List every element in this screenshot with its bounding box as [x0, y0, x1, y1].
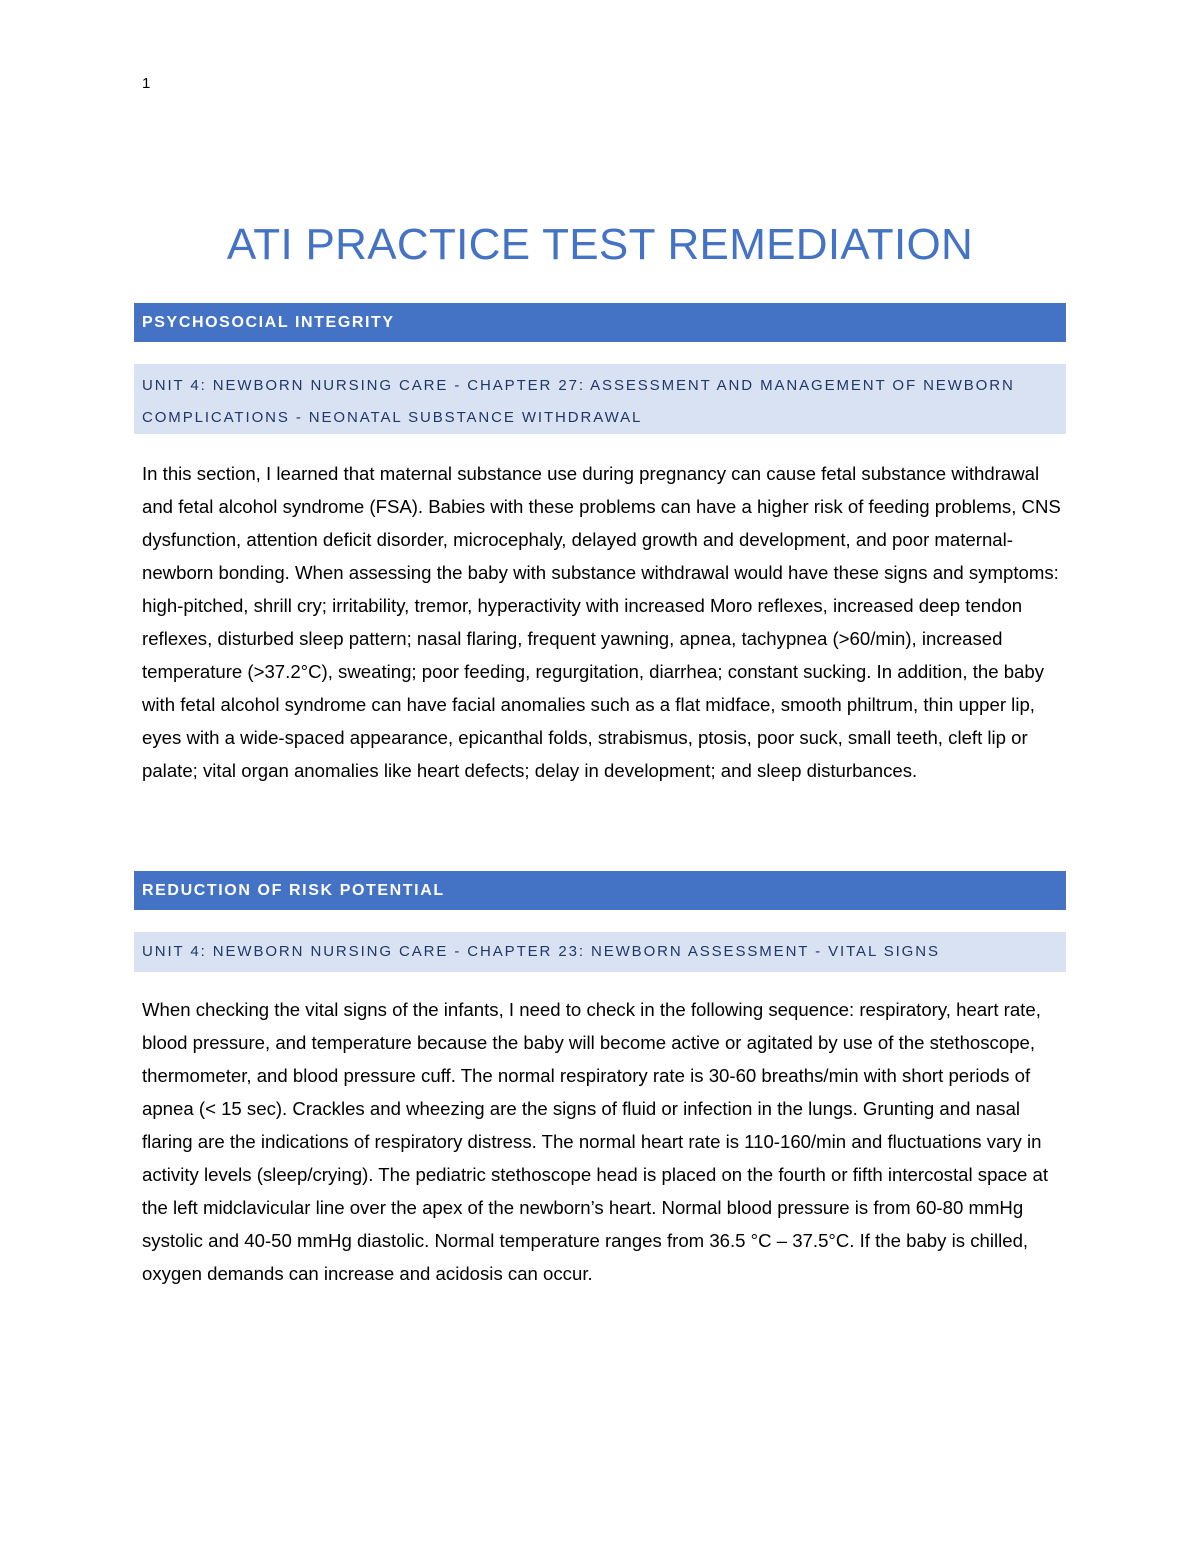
section-body-newborn-vital-signs: When checking the vital signs of the infants, I need to check in the following sequence: respiratory, heart rate, blood pressure, and temperature because the baby will become active or agitated by use of the stethoscope, thermometer, and blood pressure cuff. The normal respiratory rate is 30-60 breaths/min with short periods of apnea (< 15 sec). Crackles and wheezing are the signs of fluid or infection in the lungs. Grunting and nasal flaring are the indications of respiratory distress. The normal heart rate is 110-160/min and fluctuations vary in activity levels (sleep/crying). The pediatric stethoscope head is placed on the fourth or fifth intercostal space at the left midclavicular line over the apex of the newborn’s heart. Normal blood pressure is from 60-80 mmHg systolic and 40-50 mmHg diastolic. Normal temperature ranges from 36.5 °C – 37.5°C. If the baby is chilled, oxygen demands can increase and acidosis can occur. [142, 999, 1049, 1284]
section-body-neonatal-substance-withdrawal: In this section, I learned that maternal substance use during pregnancy can cause fetal substance withdrawal and fetal alcohol syndrome (FSA). Babies with these problems can have a higher risk of feeding problems, CNS dysfunction, attention deficit disorder, microcephaly, delayed growth and development, and poor maternal-newborn bonding. When assessing the baby with substance withdrawal would have these signs and symptoms: high-pitched, shrill cry; irritability, tremor, hyperactivity with increased Moro reflexes, increased deep tendon reflexes, disturbed sleep pattern; nasal flaring, frequent yawning, apnea, tachypnea (>60/min), increased temperature (>37.2°C), sweating; poor feeding, regurgitation, diarrhea; constant sucking. In addition, the baby with fetal alcohol syndrome can have facial anomalies such as a flat midface, smooth philtrum, thin upper lip, eyes with a wide-spaced appearance, epicanthal folds, strabismus, ptosis, poor suck, small teeth, cleft lip or palate; vital organ anomalies like heart defects; delay in development; and sleep disturbances. [142, 463, 1061, 781]
section-heading-psychosocial-integrity: PSYCHOSOCIAL INTEGRITY [134, 303, 1066, 342]
document-title: ATI PRACTICE TEST REMEDIATION [226, 220, 974, 269]
section-subheading-neonatal-substance-withdrawal: UNIT 4: NEWBORN NURSING CARE - CHAPTER 27: ASSESSMENT AND MANAGEMENT OF NEWBORN COMPLICATIONS - NEONATAL SUBSTANCE WITHDRAWAL [134, 364, 1066, 434]
section-subheading-newborn-vital-signs: UNIT 4: NEWBORN NURSING CARE - CHAPTER 23: NEWBORN ASSESSMENT - VITAL SIGNS [134, 932, 1066, 972]
section-heading-reduction-of-risk-potential: REDUCTION OF RISK POTENTIAL [134, 871, 1066, 910]
page-number: 1 [142, 75, 151, 92]
